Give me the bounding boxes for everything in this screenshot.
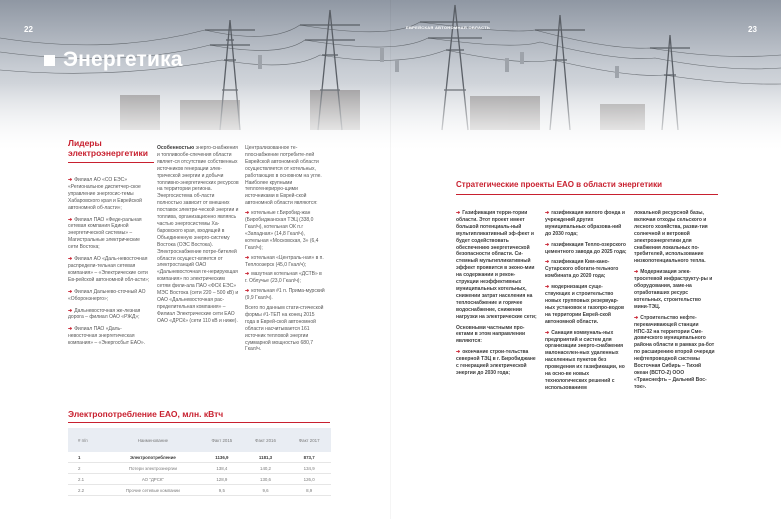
arrow-right-icon: ➔ <box>545 284 550 291</box>
arrow-right-icon: ➔ <box>68 326 73 333</box>
table-row: 2.2 Прочие сетевые компании 9,5 9,6 8,9 <box>68 485 331 496</box>
arrow-right-icon: ➔ <box>245 288 250 295</box>
list-item: ➔ Филиал Дальнево-сточный АО «Оборонэнерго»; <box>68 288 146 302</box>
running-head: ЕВРЕЙСКАЯ АВТОНОМНАЯ ОБЛАСТЬ <box>406 25 491 30</box>
leaders-heading-rule <box>68 162 154 163</box>
strategic-column-3 <box>634 210 716 395</box>
table-row: 1 Электропотребление 1136,9 1181,3 873,7 <box>68 452 331 463</box>
page-fold <box>390 0 391 519</box>
arrow-right-icon: ➔ <box>245 210 250 217</box>
arrow-right-icon: ➔ <box>456 210 461 216</box>
arrow-right-icon: ➔ <box>456 349 461 356</box>
arrow-right-icon: ➔ <box>545 210 550 216</box>
list-item: ➔ окончание строи-тельства северной ТЭЦ в г. Биробиджане с генерацией электрической энергии до 2030 года; <box>456 349 536 376</box>
list-item: ➔ Филиал ПАО «Феде-ральная сетевая компания Единой энергетической системы» – Магистральные электрические сети Востока; <box>68 216 142 251</box>
page-title-text: Энергетика <box>63 48 183 71</box>
arrow-right-icon: ➔ <box>68 288 73 295</box>
list-item: ➔ мазутная котельная «ДСТВ» в г. Облучье (23,0 Гкал/ч); <box>245 271 322 285</box>
strategic-heading-rule <box>456 194 718 195</box>
list-item: ➔ модернизация суще-ствующих и строительство новых групповых резервуар-ных установок и газопро-водов на территории Еврей-ской автономной области. <box>545 284 625 325</box>
page-title <box>44 45 183 75</box>
list-item: ➔ газификация Ким-кано-Сутарского обогати-тельного комбината до 2020 года; <box>545 259 619 280</box>
strategic-column-1 <box>456 210 538 381</box>
features-column <box>157 145 239 328</box>
list-item: ➔ Санация коммуналь-ных предприятий и систем для организации энерго-снабжения малонаселен-ных удаленных населенных пунктов без проведения их газификации, но на осно-ве новых технологических решений с использованием <box>545 329 625 391</box>
list-item: локальной ресурсной базы, включая отходы сельского и лесного хозяйства, разви-тия солнечной и ветровой электроэнергетики для снабжения локальных по-требителей, использование низкопотенциального тепла. <box>634 210 708 265</box>
consumption-table <box>68 428 331 496</box>
arrow-right-icon: ➔ <box>634 314 639 321</box>
leaders-heading: Лидеры электроэнергетики <box>68 138 148 158</box>
page-number-right: 23 <box>748 25 757 34</box>
table-row: 2.1 АО "ДРСК" 128,9 130,6 126,0 <box>68 474 331 485</box>
list-item: ➔ котельная #1 п. Прима-мурский (9,9 Гкал/ч). <box>245 288 325 302</box>
arrow-right-icon: ➔ <box>545 241 550 248</box>
strategic-column-2 <box>545 210 627 396</box>
arrow-right-icon: ➔ <box>545 329 550 336</box>
list-item: ➔ Филиал АО «Даль-невосточная распредели-тельная сетевая компания» – «Электрические сети Ев-рейской автономной обл-асти»; <box>68 256 150 283</box>
consumption-heading-rule <box>68 422 330 423</box>
table-row: 2 Потери электроэнергии 138,4 140,2 134,9 <box>68 463 331 474</box>
list-item: ➔ Дальневосточная же-лезная дорога – филиал ОАО «РЖД»; <box>68 307 141 321</box>
list-item: ➔ Филиал ПАО «Даль-невосточная энергетическая компания» – «Энергосбыт ЕАО». <box>68 326 145 347</box>
list-item: ➔ газификация Тепло-озерского цементного завода до 2025 года; <box>545 241 627 255</box>
list-item: ➔ Строительство нефте-перекачивающей станции НПС-32 на территории Сме-довичского муниципального района области в рамках ра-бот по расширению второй очереди нефтепроводной системы Восточная Сибирь – Тихий океан (ВСТО-2) ООО «Транснефть – Дальний Вос-ток». <box>634 314 715 390</box>
list-item: ➔ газификация жилого фонда и учреждений других муниципальных образова-ний до 2030 года; <box>545 210 625 237</box>
heat-outro: Всего по данным стати-стической формы #1-ТЕП на конец 2015 года в Еврей-ской автономной области насчитывается 161 источник тепловой энергии суммарной мощностью 680,7 Гкал/ч. <box>245 305 324 353</box>
leaders-list <box>68 177 150 352</box>
list-item: Основными частными про-ектами в этом направлении являются: <box>456 324 526 345</box>
list-item: ➔ Газификация терри-тории области. Этот проект имеет большой потенциаль-ный мультипликативный эф-фект и будет содействовать обеспечению энергетической безопасности области. Си-стемный мультипликативный эффект проявится в эконо-мии на содержании и рекон-струкции неэффективных муниципальных котельных, снижении затрат населения на теплоснабжение и горячее водоснабжение, снижении нагрузки на электрические сети; <box>456 210 537 320</box>
page-number-left: 22 <box>24 25 33 34</box>
arrow-right-icon: ➔ <box>68 177 73 183</box>
features-paragraph: Особенностью энерго-снабжения и топливообе-спечения области являет-ся отсутствие собственных источников генерации элек-трической энергии и добычи топливно-энергетических ресурсов на территории региона. Энергосистема об-ласти полностью зависит от внешних поставок электри-ческой энергии и топлива, организационно являясь частью энергосистемы Ха-баровского края, входящей в Объединенную энерго-систему Востока (ОЭС Востока). Электроснабжение потре-бителей области осущест-вляется от электростанций ОАО «Дальневосточная ге-нерирующая компания» по электрическим сетям фили-ала ПАО «ФСК ЕЭС» МЭС Востока (сети 220 – 500 кВ) и ОАО «Дальневосточная рас-пределительная компания» – Филиал Электрические сети ЕАО ОАО «ДРСК» (сети 110 кВ и ниже). <box>157 145 239 324</box>
arrow-right-icon: ➔ <box>245 254 250 261</box>
title-square-icon <box>44 55 55 66</box>
heat-intro: Централизованное те-плоснабжение потребите-лей Еврейской автономной области осуществляется от котельных, работающих в основном на угле. Наиболее крупными теплогенерирую-щими источниками в Еврей-ской автономной области являются: <box>245 145 322 207</box>
list-item: ➔ Модернизация элек-тросетевой инфраструкту-ры и оборудования, заме-на отработавших ресурс котельных, строительство мини-ТЭЦ. <box>634 269 713 310</box>
list-item: ➔ котельные г.Биробид-жан (Биробиджанская ТЭЦ (338,0 Гкал/ч), котельная ОК п.г «Западная» (14,8 Гкал/ч), котельная «Московская, 3» (6,4 Гкал/ч); <box>245 210 319 251</box>
arrow-right-icon: ➔ <box>68 256 73 263</box>
arrow-right-icon: ➔ <box>245 271 250 278</box>
arrow-right-icon: ➔ <box>68 307 73 314</box>
list-item: ➔ Филиал АО «СО ЕЭС» «Региональное диспетчер-ское управление энергосис-темы Хабаровского края и Еврейской автономной об-ласти»; <box>68 177 142 211</box>
arrow-right-icon: ➔ <box>545 259 550 266</box>
arrow-right-icon: ➔ <box>68 216 73 223</box>
list-item: ➔ котельная «Централь-ная» в п. Теплоозерск (45,0 Гкал/ч); <box>245 254 324 268</box>
strategic-heading: Стратегические проекты ЕАО в области энергетики <box>456 180 662 189</box>
table-header: # п/п Наименование Факт 2015 Факт 2016 Факт 2017 <box>68 428 331 452</box>
consumption-heading: Электропотребление ЕАО, млн. кВтч <box>68 409 224 419</box>
heat-column <box>245 145 325 356</box>
arrow-right-icon: ➔ <box>634 269 639 276</box>
